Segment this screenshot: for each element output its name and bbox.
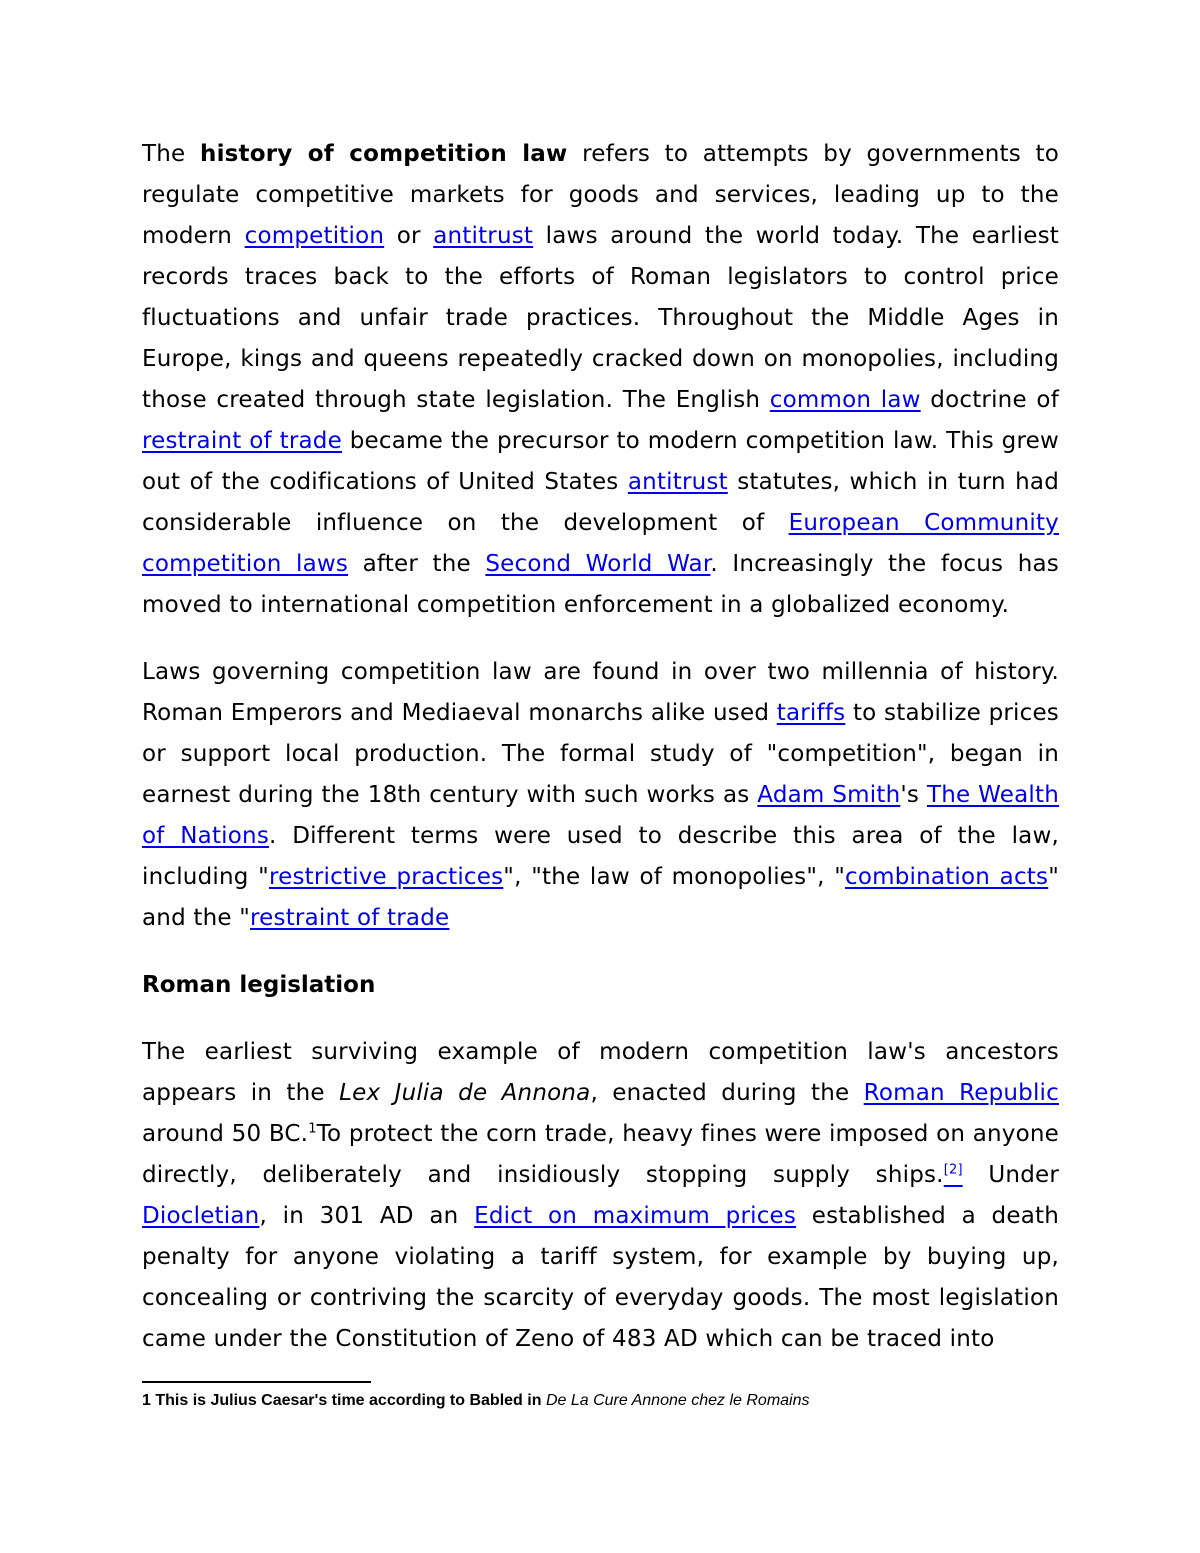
footnote [142,1390,810,1412]
text-run: became the precursor to modern competition law. This grew out of the codifications of United States [142,428,1059,495]
text-run: statutes, which in turn had considerable influence on the development of [142,469,1059,536]
intro-paragraph [142,134,1059,626]
footnote-title: De La Cure Annone chez le Romains [545,1392,810,1409]
roman-legislation-paragraph [142,1032,1059,1360]
text-run: to stabilize prices or support local production. The formal study of "competition", began in earnest during the 18th century with such works as [142,700,1059,808]
link-tariffs[interactable]: tariffs [776,700,846,726]
link-edict-on-maximum-prices[interactable]: Edict on maximum prices [474,1203,797,1229]
link-combination-acts[interactable]: combination acts [845,864,1049,890]
document-body [142,134,1059,1360]
link-european-community-competition-laws[interactable]: European Community competition laws [142,510,1059,577]
link-roman-republic[interactable]: Roman Republic [863,1080,1059,1106]
footnote-text: This is Julius Caesar's time according to Babled in [150,1392,546,1409]
text-run: or [384,223,434,249]
text-run: , enacted during the [590,1080,864,1106]
text-run: The [142,141,200,167]
link-adam-smith[interactable]: Adam Smith [757,782,901,808]
text-run: " and the " [142,864,1059,931]
link-restrictive-practices[interactable]: restrictive practices [268,864,504,890]
text-run: established a death penalty for anyone violating a tariff system, for example by buying up, concealing or contriving the scarcity of everyday goods. The most legislation came under the Constitution of Zeno of 483 AD which can be traced into [142,1203,1060,1352]
link-antitrust[interactable]: antitrust [433,223,534,249]
italic-title: Lex Julia de Annona [339,1080,591,1106]
history-paragraph [142,652,1059,939]
section-heading: Roman legislation [142,972,376,998]
text-run: Laws governing competition law are found in over two millennia of history. Roman Emperors and Mediaeval monarchs alike used [142,659,1059,726]
citation-label: [2] [943,1162,963,1178]
text-run: refers to attempts by governments to regulate competitive markets for goods and services, leading up to the modern [142,141,1059,249]
text-run: doctrine of [920,387,1059,413]
bold-term: history of competition law [200,141,568,167]
text-run: ", "the law of monopolies", " [503,864,846,890]
text-run: , in 301 AD an [259,1203,475,1229]
link-competition[interactable]: competition [244,223,385,249]
footnote-reference[interactable]: 1 [308,1121,317,1137]
text-run: The earliest surviving example of modern competition law's ancestors appears in the [142,1039,1059,1106]
link-restraint-of-trade[interactable]: restraint of trade [250,905,450,931]
link-restraint-of-trade[interactable]: restraint of trade [142,428,342,454]
text-run: after the [348,551,486,577]
citation-link[interactable] [944,1162,963,1188]
footnote-separator [142,1381,371,1383]
link-wealth-of-nations[interactable]: The Wealth of Nations [142,782,1060,849]
text-run: To protect the corn trade, heavy fines were imposed on anyone directly, deliberately and insidiously stopping supply ships. [142,1121,1059,1188]
link-diocletian[interactable]: Diocletian [142,1203,260,1229]
text-run: Under [962,1162,1059,1188]
link-common-law[interactable]: common law [769,387,921,413]
link-second-world-war[interactable]: Second World War [485,551,711,577]
text-run: around 50 BC. [142,1121,309,1147]
text-run: 's [900,782,927,808]
text-run: . Increasingly the focus has moved to international competition enforcement in a globalized economy. [142,551,1059,618]
footnote-number: 1 [142,1392,151,1409]
link-antitrust[interactable]: antitrust [627,469,728,495]
text-run: laws around the world today. The earliest records traces back to the efforts of Roman legislators to control price fluctuations and unfair trade practices. Throughout the Middle Ages in Europe, kings and queens repeatedly cracked down on monopolies, including those created through state legislation. The English [142,223,1060,413]
text-run: . Different terms were used to describe this area of the law, including " [142,823,1059,890]
